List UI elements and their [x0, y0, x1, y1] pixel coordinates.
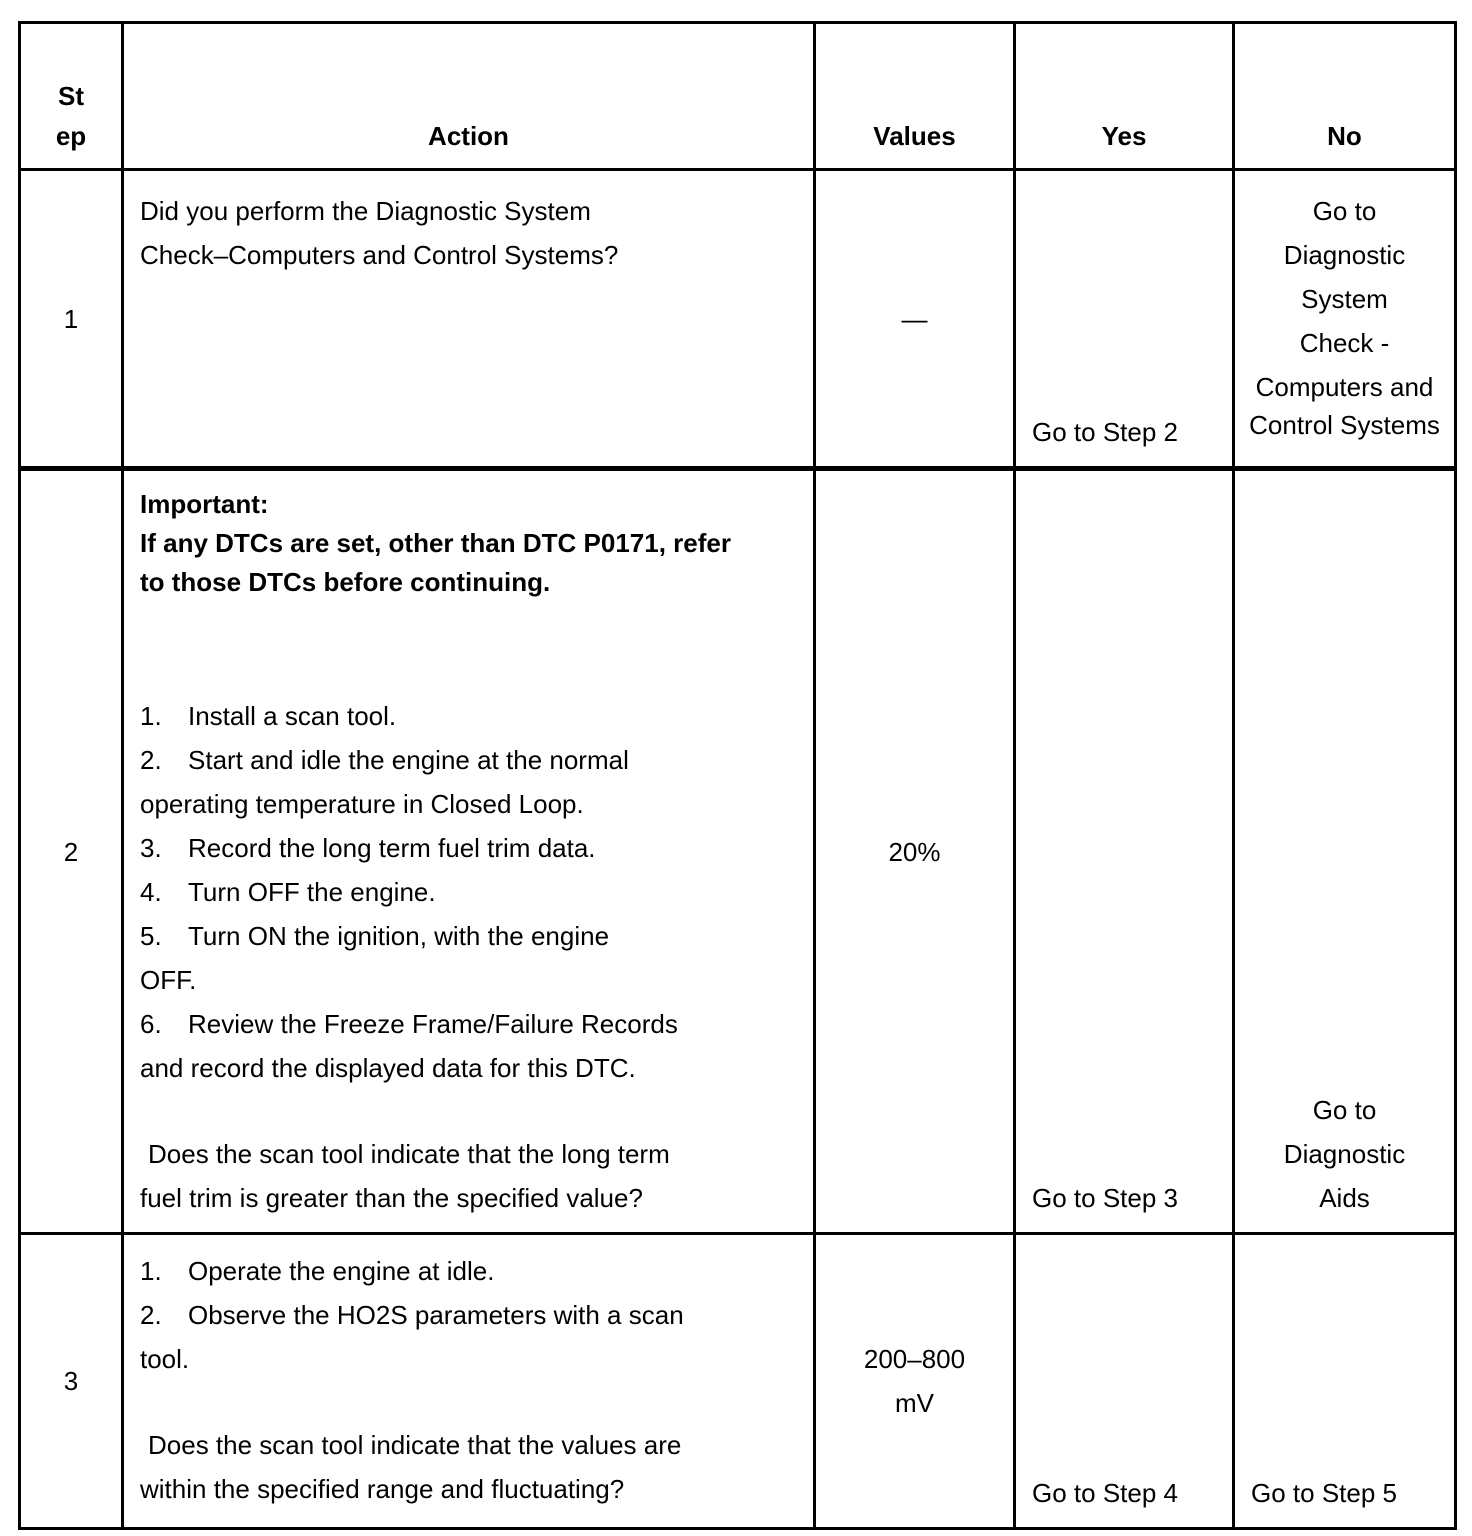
list-number: 3.: [140, 833, 162, 863]
header-step-line1: St: [58, 81, 84, 111]
action-cell: [123, 469, 815, 1234]
table-header-row: [20, 23, 1456, 170]
no-cell: Go to Step 5: [1234, 1234, 1456, 1529]
no-line: Aids: [1319, 1183, 1370, 1213]
list-item: [140, 1002, 801, 1046]
header-action: Action: [123, 23, 815, 170]
question-line: fuel trim is greater than the specified value?: [140, 1183, 643, 1213]
header-values: Values: [815, 23, 1015, 170]
yes-cell: Go to Step 3: [1015, 469, 1234, 1234]
no-line: Computers and: [1255, 372, 1434, 402]
no-cell: [1234, 170, 1456, 469]
list-number: 1.: [140, 701, 162, 731]
no-line: Check -: [1299, 328, 1390, 358]
values-line: 200–800: [863, 1344, 966, 1374]
header-step-line2: ep: [55, 121, 87, 151]
list-continuation: operating temperature in Closed Loop.: [140, 789, 584, 819]
diagnostic-table: [18, 21, 1457, 1530]
list-number: 5.: [140, 921, 162, 951]
list-text: Record the long term fuel trim data.: [188, 833, 596, 863]
list-number: 6.: [140, 1009, 162, 1039]
values-cell: —: [815, 170, 1015, 469]
values-line: mV: [895, 1388, 934, 1418]
table-row: [20, 1234, 1456, 1529]
list-item: [140, 914, 801, 958]
list-item: [140, 694, 801, 738]
values-cell: [815, 1234, 1015, 1529]
list-number: 2.: [140, 745, 162, 775]
list-text: Observe the HO2S parameters with a scan: [188, 1300, 684, 1330]
list-item: [140, 738, 801, 782]
yes-cell: Go to Step 4: [1015, 1234, 1234, 1529]
step-number: 3: [20, 1234, 123, 1529]
no-cell: [1234, 469, 1456, 1234]
no-line: System: [1301, 284, 1388, 314]
no-line: Go to: [1312, 1095, 1377, 1125]
no-line: Diagnostic: [1283, 240, 1406, 270]
list-continuation: tool.: [140, 1344, 190, 1374]
action-line: Did you perform the Diagnostic System: [140, 196, 591, 226]
action-cell: [123, 1234, 815, 1529]
no-line: Diagnostic: [1283, 1139, 1406, 1169]
header-yes: Yes: [1015, 23, 1234, 170]
list-text: Review the Freeze Frame/Failure Records: [188, 1009, 678, 1039]
action-line: Check–Computers and Control Systems?: [140, 240, 619, 270]
step-number: 1: [20, 170, 123, 469]
question-line: Does the scan tool indicate that the values are: [148, 1430, 682, 1460]
no-line: Go to: [1312, 196, 1377, 226]
action-cell: [123, 170, 815, 469]
yes-cell: Go to Step 2: [1015, 170, 1234, 469]
list-item: [140, 870, 801, 914]
important-note: [140, 485, 801, 602]
table-row: [20, 469, 1456, 1234]
list-number: 4.: [140, 877, 162, 907]
table-row: [20, 170, 1456, 469]
list-text: Turn ON the ignition, with the engine: [188, 921, 610, 951]
important-line: to those DTCs before continuing.: [140, 567, 551, 597]
no-line: Control Systems: [1249, 410, 1440, 440]
list-text: Install a scan tool.: [188, 701, 397, 731]
list-item: [140, 826, 801, 870]
header-step: [20, 23, 123, 170]
list-number: 2.: [140, 1300, 162, 1330]
question-line: within the specified range and fluctuating?: [140, 1474, 625, 1504]
question-line: Does the scan tool indicate that the long term: [148, 1139, 670, 1169]
header-no: No: [1234, 23, 1456, 170]
list-text: Operate the engine at idle.: [188, 1256, 495, 1286]
list-continuation: OFF.: [140, 965, 197, 995]
step-number: 2: [20, 469, 123, 1234]
list-number: 1.: [140, 1256, 162, 1286]
important-label: Important:: [140, 489, 269, 519]
values-cell: 20%: [815, 469, 1015, 1234]
list-item: [140, 1293, 801, 1337]
list-item: [140, 1249, 801, 1293]
important-line: If any DTCs are set, other than DTC P0171, refer: [140, 528, 731, 558]
list-text: Start and idle the engine at the normal: [188, 745, 629, 775]
list-continuation: and record the displayed data for this DTC.: [140, 1053, 636, 1083]
list-text: Turn OFF the engine.: [188, 877, 436, 907]
